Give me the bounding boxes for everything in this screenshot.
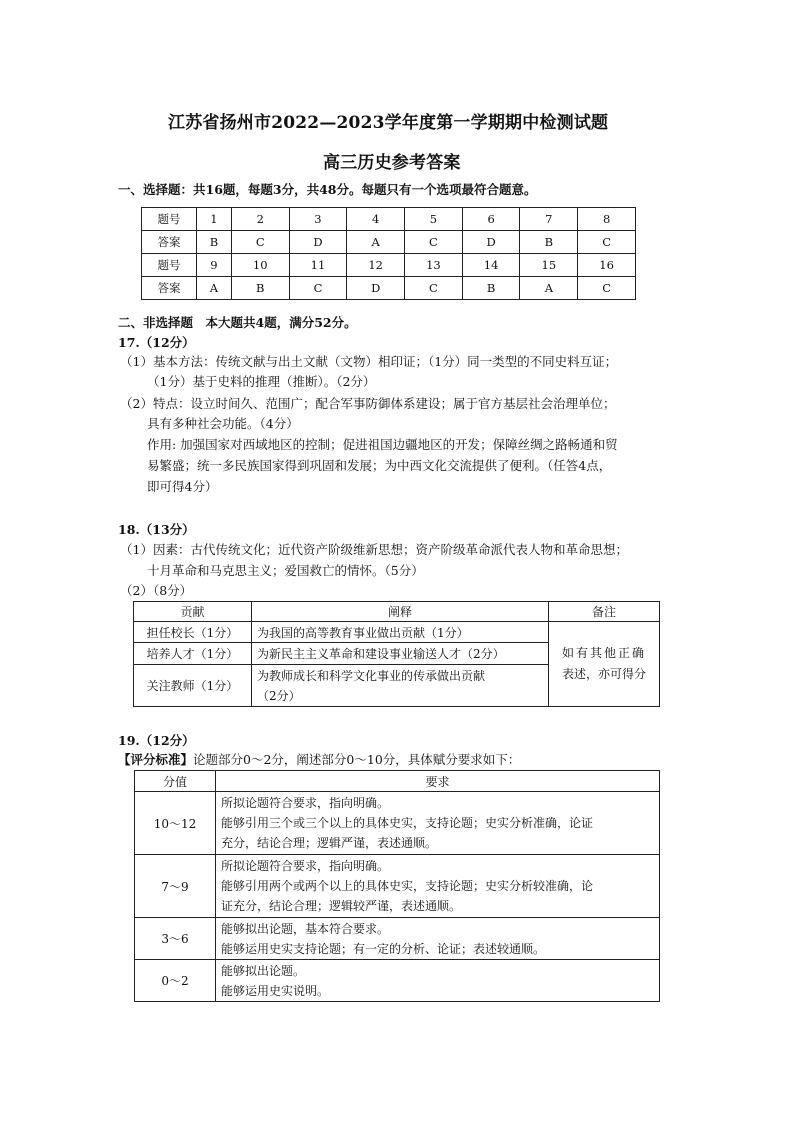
q17-p2-line1: （2）特点：设立时间久、范围广；配合军事防御体系建设；属于官方基层社会治理单位； (120, 396, 616, 411)
table-row (142, 277, 636, 300)
answer-cell: C (578, 277, 636, 300)
col-header: 贡献 (134, 602, 252, 622)
question-number: 16 (578, 254, 636, 277)
question-number: 8 (578, 208, 636, 231)
answer-cell: D (289, 231, 347, 254)
explanation-line: 为教师成长和科学文化事业的传承做出贡献 (257, 668, 486, 683)
answer-cell: B (197, 231, 232, 254)
scoring-table (134, 770, 660, 1002)
table-row (142, 254, 636, 277)
table-row (134, 602, 660, 622)
question-number: 15 (520, 254, 578, 277)
requirement-line: 能够拟出论题。 (221, 963, 306, 978)
section1-heading: 一、选择题：共16题，每题3分，共48分。每题只有一个选项最符合题意。 (118, 182, 537, 197)
answer-cell: D (462, 231, 520, 254)
row-label: 题号 (142, 254, 197, 277)
requirement-line: 能够运用史实说明。 (221, 983, 330, 998)
q17-heading: 17.（12分） (118, 335, 195, 350)
requirement-line: 所拟论题符合要求，指向明确。 (221, 796, 390, 810)
question-number: 4 (347, 208, 405, 231)
col-header: 要求 (216, 771, 660, 792)
requirement-line: 能够拟出论题，基本符合要求。 (221, 921, 390, 936)
answer-cell: A (347, 231, 405, 254)
question-number: 10 (231, 254, 289, 277)
table-row (135, 792, 660, 855)
col-header: 阐释 (252, 602, 549, 622)
answer-cell: C (405, 231, 463, 254)
q17-p1-line2: （1分）基于史料的推理（推断）。（2分） (147, 374, 376, 389)
page-title: 江苏省扬州市2022—2023学年度第一学期期中检测试题 (168, 113, 609, 133)
explanation-cell: 为新民主主义革命和建设事业输送人才（2分） (252, 643, 549, 665)
answer-cell: B (520, 231, 578, 254)
q17-p2-line5: 即可得4分） (147, 479, 218, 494)
requirement-line: 所拟论题符合要求，指向明确。 (221, 859, 390, 873)
criteria-text: 论题部分0～2分，阐述部分0～10分，具体赋分要求如下： (193, 752, 521, 767)
table-row (135, 855, 660, 918)
answer-cell: C (289, 277, 347, 300)
contribution-cell: 培养人才（1分） (134, 643, 252, 665)
question-number: 7 (520, 208, 578, 231)
question-number: 2 (231, 208, 289, 231)
score-cell: 0～2 (135, 960, 216, 1002)
q19-heading: 19.（12分） (118, 733, 195, 748)
contribution-table (133, 601, 660, 707)
answer-cell: C (405, 277, 463, 300)
score-cell: 3～6 (135, 918, 216, 960)
score-cell: 10～12 (135, 792, 216, 855)
question-number: 3 (289, 208, 347, 231)
q17-p2-line2: 具有多种社会功能。（4分） (147, 416, 299, 431)
table-row (135, 771, 660, 792)
page-subtitle: 高三历史参考答案 (323, 153, 461, 173)
q18-heading: 18.（13分） (118, 522, 195, 537)
requirement-line: 能够引用三个或三个以上的具体史实，支持论题；史实分析准确，论证 (221, 816, 594, 830)
q17-p2-line4: 易繁盛；统一多民族国家得到巩固和发展；为中西文化交流提供了便利。（任答4点， (147, 458, 612, 473)
score-cell: 7～9 (135, 855, 216, 918)
note-line: 表述，亦可得分 (561, 667, 646, 681)
requirement-cell (216, 918, 660, 960)
question-number: 1 (197, 208, 232, 231)
section2-heading: 二、非选择题 本大题共4题，满分52分。 (118, 315, 357, 330)
q19-criteria (118, 750, 520, 770)
question-number: 9 (197, 254, 232, 277)
col-header: 分值 (135, 771, 216, 792)
answer-cell: D (347, 277, 405, 300)
note-cell (549, 622, 660, 707)
row-label: 答案 (142, 277, 197, 300)
requirement-line: 能够引用两个或两个以上的具体史实，支持论题；史实分析较准确，论 (221, 879, 594, 893)
table-row (142, 231, 636, 254)
question-number: 11 (289, 254, 347, 277)
requirement-cell (216, 792, 660, 855)
question-number: 6 (462, 208, 520, 231)
requirement-line: 证充分，结论合理；逻辑较严谨，表述通顺。 (221, 899, 462, 913)
q17-p2-line3: 作用: 加强国家对西域地区的控制；促进祖国边疆地区的开发；保障丝绸之路畅通和贸 (147, 437, 618, 452)
note-line: 如有其他正确 (561, 646, 646, 660)
explanation-cell (252, 665, 549, 707)
question-number: 14 (462, 254, 520, 277)
requirement-line: 充分，结论合理；逻辑严谨，表述通顺。 (221, 836, 438, 850)
question-number: 12 (347, 254, 405, 277)
requirement-line: 能够运用史实支持论题；有一定的分析、论证；表述较通顺。 (221, 941, 546, 956)
criteria-label: 【评分标准】 (118, 752, 194, 767)
q18-p1-line1: （1）因素：古代传统文化；近代资产阶级维新思想；资产阶级革命派代表人物和革命思想； (120, 542, 628, 557)
explanation-line: （2分） (257, 688, 301, 703)
requirement-cell (216, 960, 660, 1002)
answer-cell: A (197, 277, 232, 300)
answer-cell: B (231, 277, 289, 300)
row-label: 题号 (142, 208, 197, 231)
answer-table (141, 207, 636, 300)
row-label: 答案 (142, 231, 197, 254)
table-row (135, 960, 660, 1002)
explanation-cell: 为我国的高等教育事业做出贡献（1分） (252, 622, 549, 643)
answer-cell: C (578, 231, 636, 254)
col-header: 备注 (549, 602, 660, 622)
question-number: 13 (405, 254, 463, 277)
table-row (135, 918, 660, 960)
question-number: 5 (405, 208, 463, 231)
table-row (142, 208, 636, 231)
table-row (134, 622, 660, 643)
q18-p2: （2）（8分） (120, 583, 193, 598)
contribution-cell: 担任校长（1分） (134, 622, 252, 643)
requirement-cell (216, 855, 660, 918)
q18-p1-line2: 十月革命和马克思主义；爱国救亡的情怀。（5分） (147, 563, 424, 578)
answer-cell: C (231, 231, 289, 254)
answer-cell: A (520, 277, 578, 300)
q17-p1-line1: （1）基本方法：传统文献与出土文献（文物）相印证；（1分）同一类型的不同史料互证； (120, 354, 618, 369)
contribution-cell: 关注教师（1分） (134, 665, 252, 707)
answer-cell: B (462, 277, 520, 300)
